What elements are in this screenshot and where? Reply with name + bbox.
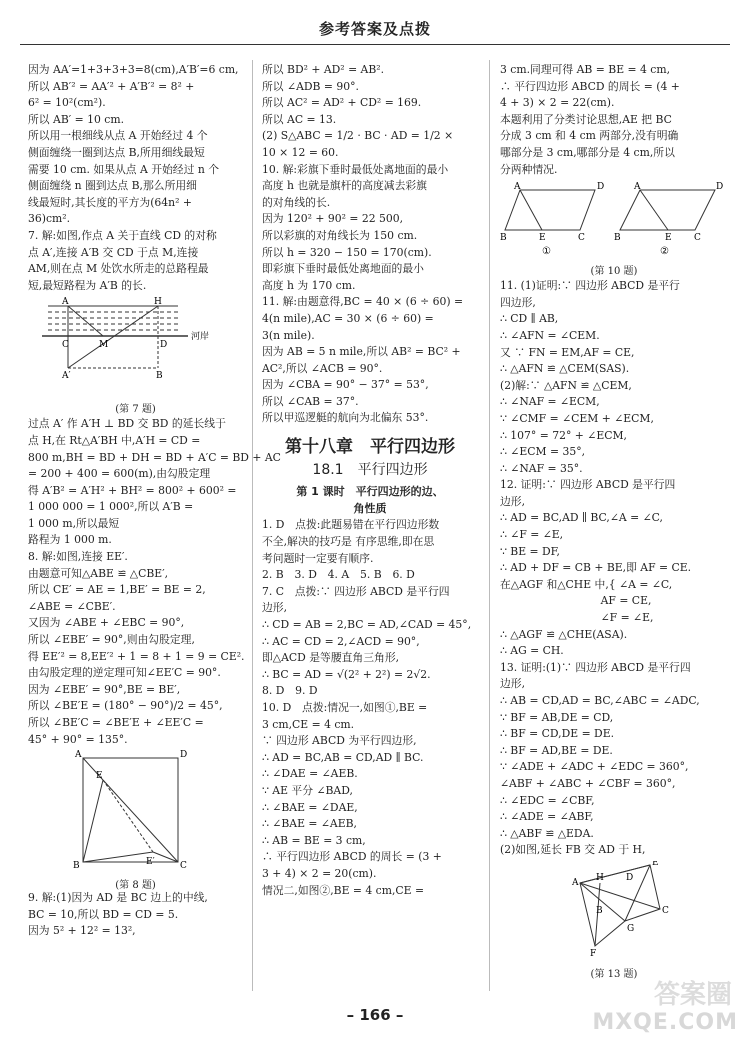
text-line: 所以 h = 320 − 150 = 170(cm).: [262, 245, 432, 259]
column-divider: [252, 60, 253, 991]
figure-7: [28, 296, 243, 414]
text-line: (2)解:∵ △AFN ≌ △CEM,: [500, 378, 632, 392]
fig10-label-1: ①: [542, 246, 551, 258]
text-line: ∴ ∠ECM = 35°,: [500, 445, 586, 459]
col1-block-a: [28, 62, 243, 294]
text-line: 又 ∵ FN = EM,AF = CE,: [500, 345, 635, 359]
text-line: 1 000 m,所以最短: [28, 516, 120, 530]
figure-8-diagram: [28, 750, 243, 872]
text-line: ∴ 107° = 72° + ∠ECM,: [500, 428, 627, 442]
text-line: 所以用一根细线从点 A 开始经过 4 个: [28, 129, 208, 143]
text-line: 所以彩旗的对角线长为 150 cm.: [262, 228, 418, 242]
text-line: 8. D 9. D: [262, 684, 318, 698]
text-line: ∵ BE = DF,: [500, 544, 560, 558]
figure-8-caption: (第 8 题): [115, 879, 156, 891]
text-line: ∴ AB = BE = 3 cm,: [262, 833, 366, 847]
text-line: 因为 ∠EBE′ = 90°,BE = BE′,: [28, 682, 181, 696]
svg-text:C: C: [578, 233, 585, 244]
figure-13: [500, 861, 728, 979]
svg-text:A: A: [514, 182, 521, 193]
text-line: 边形,: [500, 494, 526, 508]
text-line: 高度 h 为 170 cm.: [262, 278, 356, 292]
watermark-url: MXQE.COM: [592, 1010, 738, 1035]
text-line: (2)如图,延长 FB 交 AD 于 H,: [500, 843, 646, 857]
text-line: ∴ AC = CD = 2,∠ACD = 90°,: [262, 634, 420, 648]
text-line: 4 + 3) × 2 = 22(cm).: [500, 96, 615, 110]
header-title: 参考答案及点拨: [318, 20, 431, 38]
svg-text:F: F: [590, 948, 597, 959]
figure-7-diagram: [28, 296, 243, 396]
label-A-prime: A′: [62, 371, 71, 382]
text-line: ∴ △AFN ≌ △CEM(SAS).: [500, 362, 630, 376]
text-line: 6² = 10²(cm²).: [28, 96, 106, 110]
text-line: 因为 AA′=1+3+3+3=8(cm),A′B′=6 cm,: [28, 63, 239, 76]
text-line: 情况二,如图②,BE = 4 cm,CE =: [262, 883, 425, 897]
text-line: BC = 10,所以 BD = CD = 5.: [28, 907, 179, 921]
text-line: ∴ ∠BAE = ∠DAE,: [262, 800, 358, 814]
text-line: 不全,解决的技巧是 有序思维,即在思: [262, 535, 435, 549]
svg-text:C: C: [662, 905, 669, 916]
text-line: 10. 解:彩旗下垂时最低处离地面的最小: [262, 162, 449, 176]
column-divider: [489, 60, 490, 991]
text-line: 3 cm.同理可得 AB = BE = 4 cm,: [500, 63, 671, 76]
text-line: 13. 证明:(1)∵ 四边形 ABCD 是平行四: [500, 660, 691, 674]
figure-13-diagram: [500, 861, 728, 961]
text-line: 所以 ∠BE′E = (180° − 90°)/2 = 45°,: [28, 699, 223, 713]
text-line: 10 × 12 = 60.: [262, 145, 339, 159]
text-line: 得 EE′² = 8,EE′² + 1 = 8 + 1 = 9 = CE².: [28, 649, 245, 663]
label-A: A: [62, 297, 69, 308]
lesson-title: 第 1 课时 平行四边形的边、: [296, 485, 444, 499]
svg-text:B: B: [73, 861, 80, 872]
text-line: ∵ AE 平分 ∠BAD,: [262, 783, 353, 797]
text-line: 所以 AB′ = 10 cm.: [28, 112, 125, 126]
svg-text:B: B: [614, 233, 621, 244]
text-line: 即△ACD 是等腰直角三角形,: [262, 651, 400, 665]
text-line: ∠ABF + ∠ABC + ∠CBF = 360°,: [500, 776, 676, 790]
text-line: ∵ 四边形 ABCD 为平行四边形,: [262, 734, 417, 748]
text-line: 45° + 90° = 135°.: [28, 732, 128, 746]
text-line: 短,最短路程为 A′B 的长.: [28, 278, 147, 292]
col2-block-b: [262, 517, 478, 899]
text-line: ∴ CD ∥ AB,: [500, 312, 559, 326]
text-line: 所以 AC² = AD² + CD² = 169.: [262, 96, 422, 110]
text-line: = 200 + 400 = 600(m),由勾股定理: [28, 467, 211, 481]
section-title: 18.1 平行四边形: [312, 461, 428, 478]
text-line: ∴ CD = AB = 2,BC = AD,∠CAD = 45°,: [262, 618, 472, 631]
text-line: 4(n mile),AC = 30 × (6 ÷ 60) =: [262, 311, 434, 325]
text-line: 1 000 000 = 1 000²,所以 A′B =: [28, 500, 194, 514]
text-line: ∵ BF = AB,DE = CD,: [500, 710, 614, 724]
text-line: 考问题时一定要有顺序.: [262, 551, 374, 565]
text-line: AF = CE,: [500, 594, 652, 608]
svg-text:E: E: [539, 233, 546, 244]
figure-10: [500, 180, 728, 276]
text-line: 11. 解:由题意得,BC = 40 × (6 ÷ 60) =: [262, 295, 464, 309]
figure-10-caption: (第 10 题): [590, 265, 638, 277]
text-line: ∠ABE = ∠CBE′.: [28, 599, 116, 613]
text-line: ∴ BC = AD = √(2² + 2²) = 2√2.: [262, 667, 431, 681]
text-line: 7. 解:如图,作点 A 关于直线 CD 的对称: [28, 228, 217, 242]
text-line: 1. D 点拨:此题易错在平行四边形数: [262, 518, 440, 532]
figure-10-diagram: [500, 180, 728, 258]
svg-text:D: D: [597, 182, 605, 193]
text-line: 分成 3 cm 和 4 cm 两部分,没有明确: [500, 129, 679, 143]
col1-block-c: [28, 890, 243, 940]
svg-text:H: H: [596, 872, 604, 883]
text-line: ∴ ∠NAF = 35°.: [500, 461, 583, 475]
column-2: [262, 62, 478, 899]
label-B: B: [156, 371, 163, 382]
river-label: 河岸: [191, 332, 210, 343]
text-line: ∴ △AGF ≌ △CHE(ASA).: [500, 627, 628, 641]
column-3: [500, 62, 728, 981]
text-line: 12. 证明:∵ 四边形 ABCD 是平行四: [500, 478, 676, 492]
text-line: 侧面缠绕 n 圈到达点 B,那么所用细: [28, 179, 197, 193]
watermark-logo: 答案圈: [653, 980, 732, 1010]
text-line: 9. 解:(1)因为 AD 是 BC 边上的中线,: [28, 891, 208, 905]
text-line: 路程为 1 000 m.: [28, 533, 112, 547]
figure-7-caption: (第 7 题): [115, 403, 156, 415]
text-line: (2) S△ABC = 1/2 · BC · AD = 1/2 ×: [262, 129, 454, 143]
text-line: ∴ AD + DF = CB + BE,即 AF = CE.: [500, 561, 692, 575]
text-line: 2. B 3. D 4. A 5. B 6. D: [262, 568, 415, 582]
col3-block-b: [500, 278, 728, 859]
label-C: C: [62, 340, 69, 351]
text-line: 所以 AC = 13.: [262, 112, 337, 126]
text-line: ∵ ∠CMF = ∠CEM + ∠ECM,: [500, 411, 654, 425]
text-line: 边形,: [500, 677, 526, 691]
text-line: ∴ AG = CH.: [500, 644, 564, 658]
text-line: 线最短时,其长度的平方为(64n² +: [28, 195, 192, 209]
svg-text:C: C: [180, 861, 187, 872]
text-line: 需要 10 cm. 如果从点 A 开始经过 n 个: [28, 162, 219, 176]
chapter-title: 第十八章 平行四边形: [285, 437, 455, 458]
svg-text:D: D: [180, 750, 188, 761]
text-line: 即彩旗下垂时最低处离地面的最小: [262, 262, 424, 276]
text-line: 所以甲巡逻艇的航向为北偏东 53°.: [262, 411, 429, 425]
fig10-label-2: ②: [660, 246, 669, 258]
text-line: 得 A′B² = A′H² + BH² = 800² + 600² =: [28, 483, 237, 497]
text-line: 因为 AB = 5 n mile,所以 AB² = BC² +: [262, 345, 461, 359]
text-line: 点 H,在 Rt△A′BH 中,A′H = CD =: [28, 433, 201, 447]
text-line: 四边形,: [500, 295, 536, 309]
text-line: ∴ 平行四边形 ABCD 的周长 = (4 +: [500, 79, 680, 93]
text-line: 11. (1)证明:∵ 四边形 ABCD 是平行: [500, 279, 680, 293]
text-line: ∴ ∠EDC = ∠CBF,: [500, 793, 595, 807]
text-line: ∴ AD = BC,AB = CD,AD ∥ BC.: [262, 750, 424, 764]
text-line: 因为 ∠CBA = 90° − 37° = 53°,: [262, 378, 429, 392]
text-line: 3(n mile).: [262, 328, 315, 342]
svg-text:C: C: [694, 233, 701, 244]
text-line: 10. D 点拨:情况一,如图①,BE =: [262, 700, 428, 714]
text-line: 所以 ∠CAB = 37°.: [262, 394, 359, 408]
svg-text:D: D: [716, 182, 724, 193]
svg-text:E: E: [652, 860, 659, 868]
text-line: 8. 解:如图,连接 EE′.: [28, 550, 128, 564]
text-line: 所以 BD² + AD² = AB².: [262, 63, 385, 76]
text-line: ∴ △ABF ≌ △EDA.: [500, 826, 594, 840]
text-line: 所以 ∠BE′C = ∠BE′E + ∠EE′C =: [28, 716, 204, 729]
text-line: ∴ 平行四边形 ABCD 的周长 = (3 +: [262, 850, 442, 864]
text-line: ∵ ∠ADE + ∠ADC + ∠EDC = 360°,: [500, 760, 689, 774]
text-line: 又因为 ∠ABE + ∠EBC = 90°,: [28, 616, 185, 630]
text-line: 边形,: [262, 601, 288, 615]
page-header: [20, 14, 730, 45]
text-line: 哪部分是 3 cm,哪部分是 4 cm,所以: [500, 145, 675, 159]
col3-block-a: [500, 62, 728, 178]
svg-text:B: B: [500, 233, 507, 244]
text-line: 由勾股定理的逆定理可知∠EE′C = 90°.: [28, 666, 221, 680]
text-line: ∠F = ∠E,: [500, 611, 654, 625]
text-line: 的对角线的长.: [262, 195, 331, 209]
figure-13-caption: (第 13 题): [590, 968, 638, 980]
svg-text:A: A: [75, 750, 82, 761]
text-line: 由题意可知△ABE ≌ △CBE′,: [28, 566, 169, 580]
text-line: ∴ ∠BAE = ∠AEB,: [262, 817, 357, 831]
text-line: ∴ ∠F = ∠E,: [500, 528, 564, 542]
label-D: D: [160, 340, 168, 351]
text-line: 所以 ∠EBE′ = 90°,则由勾股定理,: [28, 633, 195, 647]
svg-text:E: E: [96, 771, 103, 782]
svg-text:A: A: [634, 182, 641, 193]
svg-text:E: E: [665, 233, 672, 244]
label-M: M: [99, 340, 109, 351]
page-number: – 166 –: [346, 1006, 404, 1024]
text-line: AM,则在点 M 处饮水所走的总路程最: [28, 262, 209, 276]
text-line: 点 A′,连接 A′B 交 CD 于点 M,连接: [28, 245, 199, 259]
text-line: 所以 CE′ = AE = 1,BE′ = BE = 2,: [28, 583, 206, 597]
label-H: H: [154, 297, 162, 308]
text-line: 因为 120² + 90² = 22 500,: [262, 212, 404, 226]
text-line: ∴ BF = AD,BE = DE.: [500, 743, 613, 757]
text-line: ∴ AD = BC,AD ∥ BC,∠A = ∠C,: [500, 511, 663, 525]
svg-text:B: B: [596, 905, 603, 916]
text-line: ∴ ∠AFN = ∠CEM.: [500, 328, 600, 342]
text-line: 因为 5² + 12² = 13²,: [28, 924, 136, 938]
text-line: 800 m,BH = BD + DH = BD + A′C = BD + AC: [28, 450, 281, 464]
text-line: 3 + 4) × 2 = 20(cm).: [262, 866, 377, 880]
text-line: ∴ ∠NAF = ∠ECM,: [500, 395, 600, 409]
svg-text:D: D: [626, 872, 634, 883]
text-line: AC²,所以 ∠ACB = 90°.: [262, 361, 383, 375]
text-line: ∴ BF = CD,DE = DE.: [500, 727, 615, 741]
text-line: 所以 ∠ADB = 90°.: [262, 79, 359, 93]
text-line: 在△AGF 和△CHE 中,{ ∠A = ∠C,: [500, 577, 673, 591]
figure-8: [28, 750, 243, 891]
text-line: 过点 A′ 作 A′H ⊥ BD 交 BD 的延长线于: [28, 417, 226, 431]
text-line: ∴ ∠DAE = ∠AEB.: [262, 767, 358, 781]
text-line: ∴ AB = CD,AD = BC,∠ABC = ∠ADC,: [500, 694, 700, 707]
lesson-title-2: 角性质: [353, 501, 387, 515]
text-line: 侧面缠绕一圈到达点 B,所用细线最短: [28, 145, 205, 159]
svg-text:G: G: [627, 923, 635, 934]
text-line: 所以 AB′² = AA′² + A′B′² = 8² +: [28, 79, 195, 93]
text-line: 分两种情况.: [500, 162, 558, 176]
text-line: 高度 h 也就是旗杆的高度减去彩旗: [262, 179, 427, 193]
svg-text:A: A: [572, 877, 579, 888]
text-line: 7. C 点拨:∵ 四边形 ABCD 是平行四: [262, 584, 450, 598]
col2-block-a: [262, 62, 478, 427]
text-line: 本题利用了分类讨论思想,AE 把 BC: [500, 112, 672, 126]
svg-text:E′: E′: [146, 857, 155, 868]
text-line: 36)cm².: [28, 212, 70, 226]
text-line: ∴ ∠ADE = ∠ABF,: [500, 810, 594, 824]
text-line: 3 cm,CE = 4 cm.: [262, 717, 355, 731]
